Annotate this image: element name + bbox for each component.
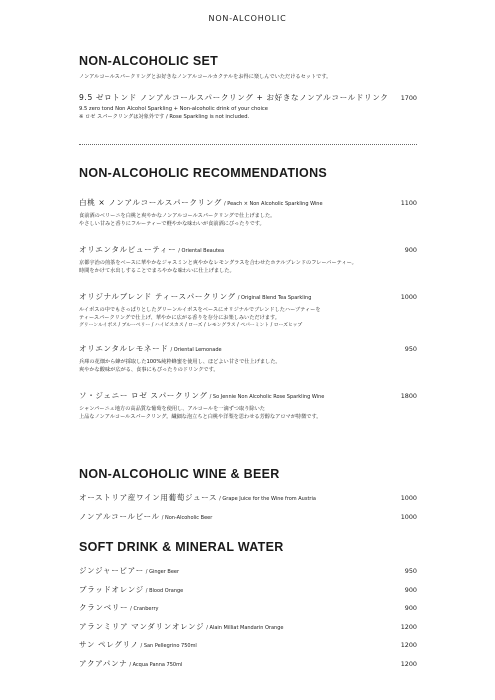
menu-item — [79, 635, 417, 654]
description-line: 食前酒のベリーニを白桃と爽やかなノンアルコールスパークリングで仕上げました。 — [79, 213, 276, 219]
menu-item-english: / Acqua Panna 750ml — [129, 661, 183, 668]
description-line: ティースパークリングで仕上げ、華やかに広がる香りを存分にお楽しみいただけます。 — [79, 315, 280, 321]
menu-item-english: / Cranberry — [130, 606, 159, 612]
menu-item-name: オリジナルブレンド ティースパークリング — [79, 292, 236, 301]
menu-item-name: アランミリア マンダリンオレンジ — [79, 621, 205, 631]
set-item-note: ※ ロゼ スパークリングは対象外です / Rose Sparkling is not included. — [79, 114, 250, 120]
menu-item — [79, 388, 417, 421]
menu-item-description — [79, 405, 417, 421]
menu-item-name: オーストリア産ワイン用葡萄ジュース — [79, 493, 218, 502]
menu-item-english: / Oriental Beautea — [178, 248, 225, 254]
menu-item-price: 900 — [404, 246, 417, 254]
menu-item — [79, 242, 417, 275]
menu-item — [79, 289, 417, 329]
menu-item-english: / Peach × Non Alcoholic Sparkling Wine — [223, 201, 323, 207]
description-line: 京都宇治の煎茶をベースに華やかなジャスミンと爽やかなレモングラスを合わせたホテルブレンドのフレーバーティー。 — [79, 260, 357, 266]
menu-item-english: / Original Blend Tea Sparkling — [237, 295, 312, 301]
menu-item-english: / Ginger Beer — [145, 569, 180, 575]
menu-item-name: ブラッドオレンジ — [79, 584, 144, 594]
recommend-section-title: NON-ALCOHOLIC RECOMMENDATIONS — [79, 166, 328, 180]
menu-item-price: 1800 — [400, 392, 417, 400]
menu-item-description — [79, 212, 417, 228]
set-section-title: NON-ALCOHOLIC SET — [79, 54, 219, 68]
menu-item-name: ノンアルコールビール — [79, 511, 160, 521]
menu-item-price: 1000 — [400, 512, 417, 521]
menu-item-price: 1200 — [400, 622, 417, 631]
set-item-name: 9.5 ゼロトンド ノンアルコールスパークリング + お好きなノンアルコールドリンク — [79, 93, 389, 102]
menu-item-name: アクアパンナ — [79, 658, 128, 668]
description-line: シャンパーニュ地方の高品質な葡萄を使用し、アルコールを一滴ずつ取り除いた — [79, 406, 265, 412]
soft-section — [79, 540, 417, 672]
menu-item-english: / So Jennie Non Alcoholic Rose Sparkling Wine — [209, 394, 325, 400]
menu-item-name: サン ペレグリノ — [79, 640, 139, 649]
menu-item-description — [79, 358, 417, 374]
menu-item-price: 950 — [404, 567, 417, 575]
set-item-price: 1700 — [400, 94, 417, 102]
menu-item-english: / Oriental Lemonade — [170, 347, 222, 353]
menu-item — [79, 341, 417, 374]
section-divider — [79, 144, 417, 145]
set-section — [79, 54, 417, 121]
menu-item-price: 1100 — [400, 199, 417, 207]
menu-item-english: / Grape Juice for the Wine from Austria — [219, 496, 316, 502]
set-item — [79, 93, 417, 121]
menu-item-description — [79, 259, 417, 275]
menu-item — [79, 580, 417, 599]
description-line: 時間をかけて水出しすることでまろやかな味わいに仕上げました。 — [79, 268, 235, 274]
menu-item-price: 1000 — [400, 293, 417, 301]
menu-item-english: / San Pellegrino 750ml — [140, 643, 197, 649]
menu-item-description — [79, 306, 417, 329]
menu-item — [79, 195, 417, 228]
recommend-section — [79, 166, 417, 421]
menu-item — [79, 598, 417, 617]
menu-item-price: 950 — [404, 345, 417, 353]
menu-item-name: オリエンタルレモネード — [79, 344, 169, 353]
menu-item-price: 1200 — [400, 641, 417, 649]
menu-item — [79, 507, 417, 526]
menu-item-price: 900 — [404, 604, 417, 612]
menu-item-name: ソ・ジェニー ロゼ スパークリング — [79, 391, 208, 400]
wine-section — [79, 467, 417, 525]
description-line: 爽やかな酸味が広がる、食事にもぴったりのドリンクです。 — [79, 367, 219, 373]
menu-item-price: 1200 — [400, 659, 417, 668]
wine-section-title: NON-ALCOHOLIC WINE & BEER — [79, 467, 280, 481]
description-line: ルイボスの中でもさっぱりとしたグリーンルイボスをベースにオリジナルでブレンドしたハーブティーを — [79, 307, 321, 313]
menu-item-english: / Alain Milliat Mandarin Orange — [206, 624, 284, 631]
menu-item-english: / Non-Alcoholic Beer — [161, 514, 213, 521]
menu-item-name: ジンジャービアー — [79, 566, 144, 575]
set-item-english: 9.5 zero tond Non Alcohol Sparkling + Non-alcoholic drink of your choice — [79, 106, 268, 112]
description-line: 上品なノンアルコールスパークリング。繊細な泡立ちと白桃や洋梨を思わせる芳醇なアロマが特徴です。 — [79, 414, 322, 420]
menu-item-name: 白桃 × ノンアルコールスパークリング — [79, 198, 222, 207]
soft-section-title: SOFT DRINK & MINERAL WATER — [79, 540, 284, 554]
set-intro: ノンアルコールスパークリングとお好きなノンアルコールカクテルをお得に楽しんでいただけるセットです。 — [79, 74, 332, 80]
menu-item-name: オリエンタルビューティー — [79, 245, 177, 254]
menu-item — [79, 561, 417, 580]
menu-item-price: 1000 — [400, 494, 417, 502]
description-line: やさしい甘みと香りにフルーティーで軽やかな味わいが食前酒にぴったりです。 — [79, 221, 265, 227]
ingredients-list: グリーンルイボス / ブルーベリー / ハイビスカス / ローズ / レモングラス / ペパーミント / ローズヒップ — [79, 323, 303, 328]
menu-item-english: / Blood Orange — [145, 587, 184, 594]
menu-item — [79, 488, 417, 507]
menu-item — [79, 617, 417, 636]
description-line: 兵庫の花畑から蜂が採取した100%純粋蜂蜜を使用し、ほどよい甘さで仕上げました。 — [79, 359, 281, 365]
menu-item-name: クランベリー — [79, 603, 129, 612]
menu-item — [79, 654, 417, 673]
menu-item-price: 900 — [404, 585, 417, 594]
page-header-title: NON-ALCOHOLIC — [208, 14, 287, 23]
